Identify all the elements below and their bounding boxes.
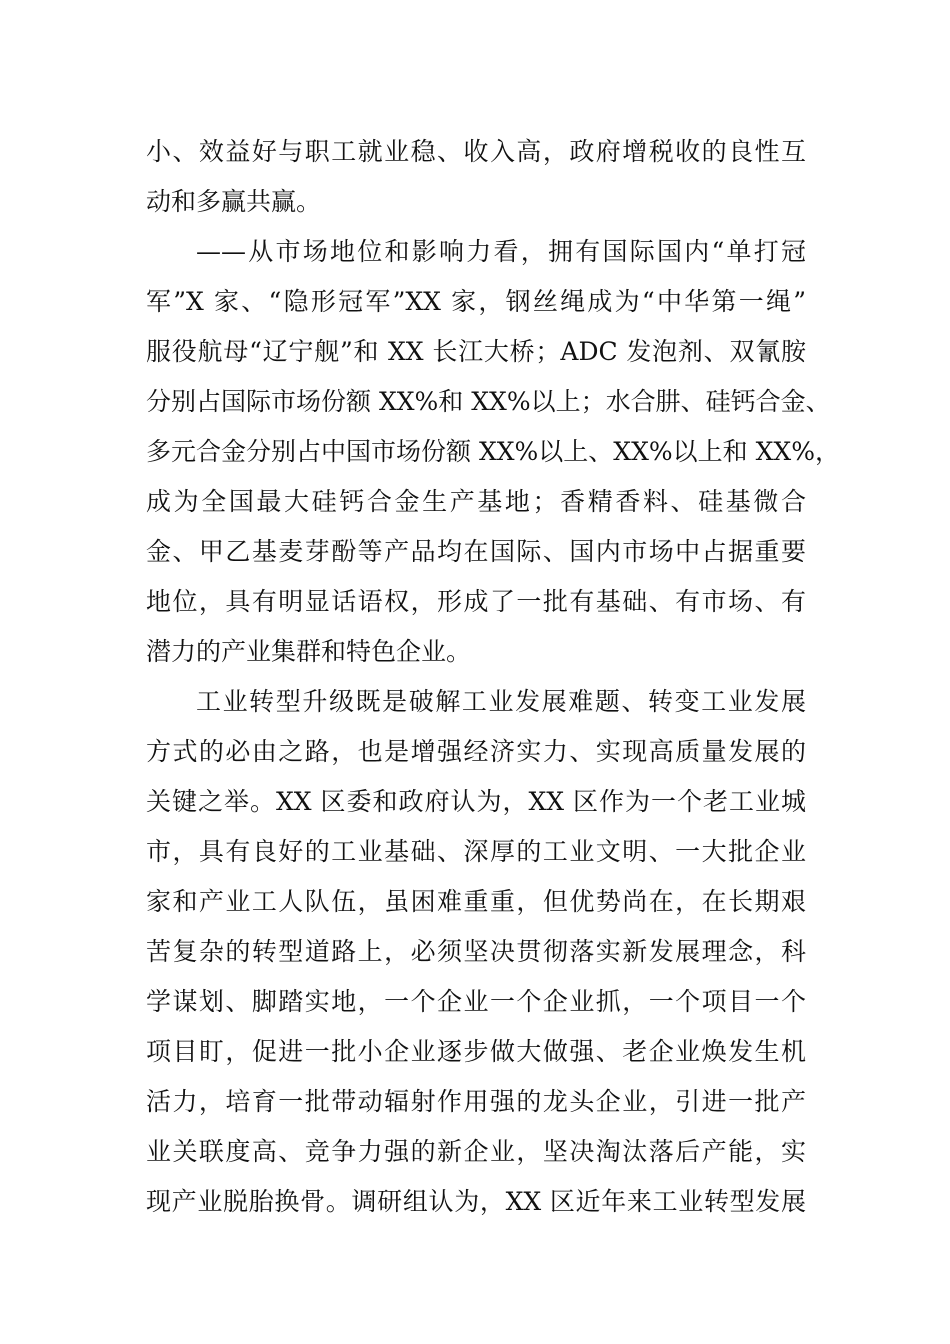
text-line: 关键之举。XX 区委和政府认为，XX 区作为一个老工业城 — [146, 787, 806, 816]
text-line: 成为全国最大硅钙合金生产基地；香精香料、硅基微合 — [146, 487, 806, 516]
text-line: 潜力的产业集群和特色企业。 — [146, 637, 472, 666]
body-text — [146, 127, 840, 1227]
text-line: 地位，具有明显话语权，形成了一批有基础、有市场、有 — [146, 587, 806, 616]
paragraph — [146, 227, 840, 677]
text-line: 军”X 家、“隐形冠军”XX 家，钢丝绳成为“中华第一绳” — [146, 287, 806, 316]
text-line: 金、甲乙基麦芽酚等产品均在国际、国内市场中占据重要 — [146, 537, 806, 566]
text-line: 活力，培育一批带动辐射作用强的龙头企业，引进一批产 — [146, 1087, 806, 1116]
text-line: 工业转型升级既是破解工业发展难题、转变工业发展 — [196, 687, 806, 716]
text-line: ——从市场地位和影响力看，拥有国际国内“单打冠 — [196, 237, 806, 266]
text-line: 现产业脱胎换骨。调研组认为，XX 区近年来工业转型发展 — [146, 1187, 806, 1216]
text-line: 项目盯，促进一批小企业逐步做大做强、老企业焕发生机 — [146, 1037, 806, 1066]
paragraph — [146, 677, 806, 1227]
paragraph — [146, 127, 806, 227]
text-line: 动和多赢共赢。 — [146, 187, 322, 216]
text-line: 分别占国际市场份额 XX%和 XX%以上；水合肼、硅钙合金、 — [146, 387, 831, 416]
text-line: 多元合金分别占中国市场份额 XX%以上、XX%以上和 XX%， — [146, 437, 840, 466]
text-line: 苦复杂的转型道路上，必须坚决贯彻落实新发展理念，科 — [146, 937, 806, 966]
text-line: 服役航母“辽宁舰”和 XX 长江大桥；ADC 发泡剂、双氰胺 — [146, 337, 806, 366]
text-line: 家和产业工人队伍，虽困难重重，但优势尚在，在长期艰 — [146, 887, 806, 916]
text-line: 市，具有良好的工业基础、深厚的工业文明、一大批企业 — [146, 837, 806, 866]
text-line: 方式的必由之路，也是增强经济实力、实现高质量发展的 — [146, 737, 806, 766]
text-line: 小、效益好与职工就业稳、收入高，政府增税收的良性互 — [146, 137, 806, 166]
text-line: 学谋划、脚踏实地，一个企业一个企业抓，一个项目一个 — [146, 987, 806, 1016]
text-line: 业关联度高、竞争力强的新企业，坚决淘汰落后产能，实 — [146, 1137, 806, 1166]
